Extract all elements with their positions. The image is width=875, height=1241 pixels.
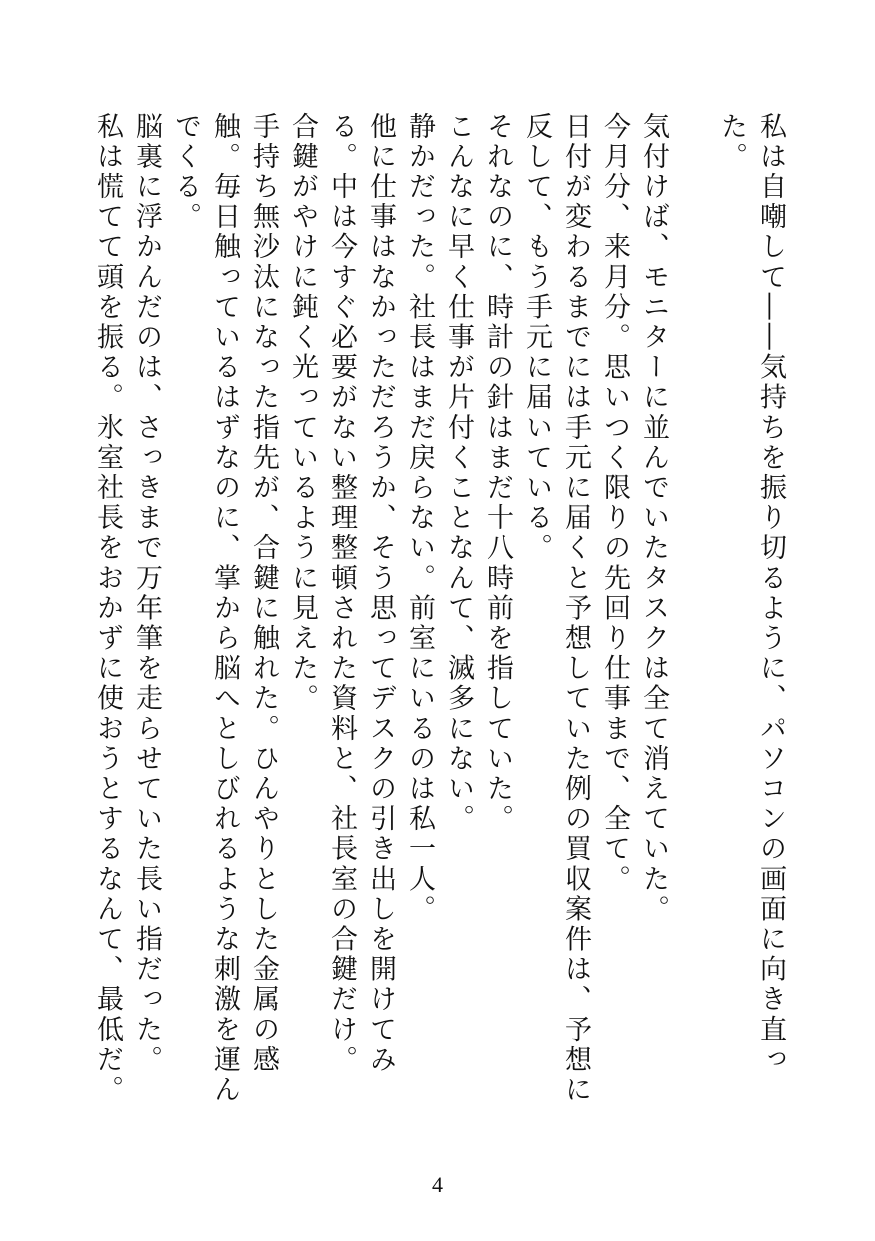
body-text xyxy=(92,112,790,1132)
paragraph-9: 合鍵がやけに鈍く光っているように見えた。 xyxy=(287,112,318,714)
blank-line xyxy=(673,112,712,1132)
paragraph-4: 日付が変わるまでには手元に届くと予想していた例の買収案件は、予想に反して、もう手元に届いている。 xyxy=(521,112,591,1106)
paragraph-8: 他に仕事はなかっただろうか、そう思ってデスクの引き出しを開けてみる。中は今すぐ必要がない整理整頓された資料と、社長室の合鍵だけ。 xyxy=(326,112,396,1076)
paragraph-3: 今月分、来月分。思いつく限りの先回り仕事まで、全て。 xyxy=(599,112,630,895)
paragraph-6: こんなに早く仕事が片付くことなんて、滅多にない。 xyxy=(443,112,474,835)
paragraph-2: 気付けば、モニターに並んでいたタスクは全て消えていた。 xyxy=(638,112,669,925)
paragraph-1: 私は自嘲して――気持ちを振り切るように、パソコンの画面に向き直った。 xyxy=(716,112,786,1076)
paragraph-11: 脳裏に浮かんだのは、さっきまで万年筆を走らせていた長い指だった。 xyxy=(131,112,162,1076)
paragraph-10: 手持ち無沙汰になった指先が、合鍵に触れた。ひんやりとした金属の感触。毎日触っているはずなのに、掌から脳へとしびれるような刺激を運んでくる。 xyxy=(170,112,279,1106)
paragraph-5: それなのに、時計の針はまだ十八時前を指していた。 xyxy=(482,112,513,835)
page-number: 4 xyxy=(432,1172,443,1197)
paragraph-12: 私は慌てて頭を振る。氷室社長をおかずに使おうとするなんて、最低だ。 xyxy=(92,112,123,1106)
paragraph-7: 静かだった。社長はまだ戻らない。前室にいるのは私一人。 xyxy=(404,112,435,925)
